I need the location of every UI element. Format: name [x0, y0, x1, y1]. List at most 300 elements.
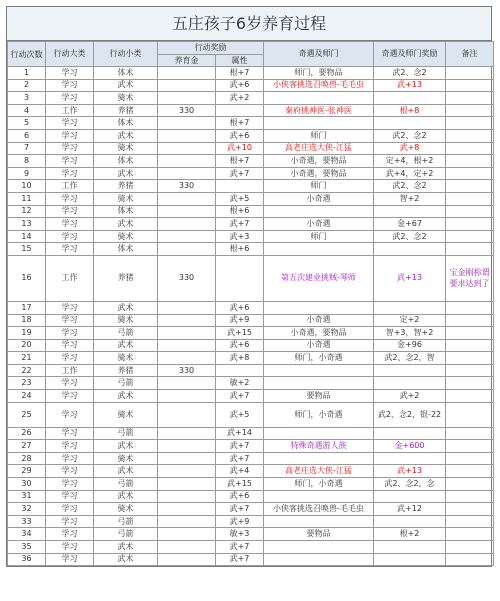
cell-attribute: 敏+2	[216, 377, 264, 390]
cell-gold	[158, 327, 216, 340]
cell-action-count: 29	[8, 465, 46, 478]
cell-attribute: 武+6	[216, 129, 264, 142]
cell-action-count: 35	[8, 541, 46, 554]
cell-gold	[158, 377, 216, 390]
cell-event: 师门，小奇遇	[264, 352, 374, 365]
cell-action-category: 学习	[46, 92, 94, 105]
table-row	[8, 129, 494, 142]
cell-action-category: 学习	[46, 553, 94, 566]
cell-action-subcategory: 骑术	[94, 402, 158, 427]
cell-gold	[158, 515, 216, 528]
table-row	[8, 218, 494, 231]
cell-attribute: 根+7	[216, 155, 264, 168]
table-row	[8, 377, 494, 390]
cell-action-count: 27	[8, 440, 46, 453]
cell-event	[264, 427, 374, 440]
cell-event-reward: 武+2	[374, 390, 446, 403]
cell-gold	[158, 129, 216, 142]
table-row	[8, 255, 494, 301]
cell-event: 特殊奇遇游人族	[264, 440, 374, 453]
cell-action-count: 15	[8, 243, 46, 256]
cell-action-count: 2	[8, 79, 46, 92]
table-row	[8, 478, 494, 491]
cell-note	[446, 192, 494, 205]
cell-action-category: 学习	[46, 352, 94, 365]
table-row	[8, 465, 494, 478]
cell-action-count: 10	[8, 180, 46, 193]
cell-event: 师门，要物品	[264, 67, 374, 80]
header-event-reward: 奇遇及师门奖励	[374, 42, 446, 67]
cell-note	[446, 390, 494, 403]
cell-action-category: 学习	[46, 541, 94, 554]
table-row	[8, 230, 494, 243]
cell-event: 小侠客挑选召唤兽-毛毛虫	[264, 503, 374, 516]
cell-event-reward: 根+8	[374, 104, 446, 117]
cell-event-reward: 武+8	[374, 142, 446, 155]
table-row	[8, 503, 494, 516]
header-event: 奇遇及师门	[264, 42, 374, 67]
cell-action-subcategory: 武术	[94, 339, 158, 352]
cell-action-subcategory: 武术	[94, 218, 158, 231]
header-gold: 养育金	[158, 55, 216, 67]
cell-event-reward	[374, 92, 446, 105]
cell-action-subcategory: 武术	[94, 129, 158, 142]
cell-event-reward: 武+13	[374, 79, 446, 92]
cell-attribute: 武+5	[216, 192, 264, 205]
cell-action-category: 学习	[46, 67, 94, 80]
cell-attribute: 武+3	[216, 230, 264, 243]
cell-action-category: 工作	[46, 364, 94, 377]
cell-gold	[158, 192, 216, 205]
cell-attribute: 武+7	[216, 390, 264, 403]
cell-event: 师门，小奇遇	[264, 478, 374, 491]
cell-event: 师门	[264, 129, 374, 142]
cell-event-reward: 武+12	[374, 503, 446, 516]
table-row	[8, 243, 494, 256]
cell-gold	[158, 352, 216, 365]
cell-action-count: 8	[8, 155, 46, 168]
cell-attribute: 武+7	[216, 553, 264, 566]
table-row	[8, 104, 494, 117]
cell-event-reward: 智+2	[374, 192, 446, 205]
table-row	[8, 327, 494, 340]
cell-gold	[158, 205, 216, 218]
cell-gold	[158, 427, 216, 440]
cell-action-count: 22	[8, 364, 46, 377]
cell-event-reward	[374, 205, 446, 218]
cell-note	[446, 142, 494, 155]
cell-note	[446, 352, 494, 365]
cell-event	[264, 364, 374, 377]
cell-action-count: 14	[8, 230, 46, 243]
cell-action-subcategory: 骑术	[94, 314, 158, 327]
table-row	[8, 364, 494, 377]
cell-action-subcategory: 武术	[94, 167, 158, 180]
cell-action-subcategory: 弓箭	[94, 327, 158, 340]
header-action-category: 行动大类	[46, 42, 94, 67]
cell-gold	[158, 117, 216, 130]
cell-gold	[158, 440, 216, 453]
cell-action-category: 学习	[46, 167, 94, 180]
cell-event-reward	[374, 427, 446, 440]
cell-event	[264, 377, 374, 390]
cell-note: 宝金刚称谓要求达到了	[446, 255, 494, 301]
cell-action-count: 21	[8, 352, 46, 365]
cell-note	[446, 314, 494, 327]
cell-attribute: 武+6	[216, 301, 264, 314]
cell-action-category: 学习	[46, 192, 94, 205]
cell-action-category: 学习	[46, 452, 94, 465]
table-row	[8, 155, 494, 168]
cell-note	[446, 553, 494, 566]
growth-table	[7, 41, 494, 566]
table-row	[8, 352, 494, 365]
table-row	[8, 490, 494, 503]
cell-note	[446, 327, 494, 340]
cell-action-subcategory: 体术	[94, 67, 158, 80]
cell-attribute: 武+7	[216, 452, 264, 465]
cell-event	[264, 553, 374, 566]
cell-gold	[158, 452, 216, 465]
cell-action-count: 16	[8, 255, 46, 301]
cell-event-reward	[374, 541, 446, 554]
cell-action-category: 工作	[46, 255, 94, 301]
cell-action-count: 7	[8, 142, 46, 155]
cell-action-category: 学习	[46, 117, 94, 130]
cell-action-subcategory: 弓箭	[94, 427, 158, 440]
cell-event	[264, 301, 374, 314]
header-note: 备注	[446, 42, 494, 67]
cell-gold	[158, 243, 216, 256]
cell-attribute: 武+9	[216, 515, 264, 528]
cell-event-reward: 武+13	[374, 465, 446, 478]
cell-gold	[158, 301, 216, 314]
cell-note	[446, 167, 494, 180]
cell-action-subcategory: 养猪	[94, 255, 158, 301]
cell-action-count: 28	[8, 452, 46, 465]
cell-note	[446, 230, 494, 243]
cell-action-count: 3	[8, 92, 46, 105]
cell-event-reward: 武2、念2	[374, 230, 446, 243]
cell-action-category: 工作	[46, 104, 94, 117]
table-row	[8, 205, 494, 218]
cell-action-count: 20	[8, 339, 46, 352]
table-row	[8, 402, 494, 427]
cell-attribute: 武+2	[216, 92, 264, 105]
cell-attribute	[216, 255, 264, 301]
cell-action-subcategory: 武术	[94, 541, 158, 554]
cell-gold	[158, 478, 216, 491]
cell-action-category: 学习	[46, 377, 94, 390]
cell-event-reward: 武2、念2	[374, 67, 446, 80]
cell-action-subcategory: 武术	[94, 553, 158, 566]
cell-action-category: 学习	[46, 155, 94, 168]
cell-action-subcategory: 弓箭	[94, 478, 158, 491]
table-row	[8, 117, 494, 130]
cell-event: 高老庄选大侠-江猛	[264, 142, 374, 155]
table-row	[8, 339, 494, 352]
cell-action-category: 工作	[46, 180, 94, 193]
cell-event-reward: 武2、念2，智	[374, 352, 446, 365]
cell-action-subcategory: 骑术	[94, 142, 158, 155]
cell-attribute: 武+7	[216, 503, 264, 516]
cell-action-category: 学习	[46, 465, 94, 478]
cell-event-reward: 武2、念2	[374, 129, 446, 142]
cell-event: 小奇遇	[264, 218, 374, 231]
cell-action-count: 11	[8, 192, 46, 205]
cell-action-count: 13	[8, 218, 46, 231]
cell-action-category: 学习	[46, 142, 94, 155]
cell-action-subcategory: 养猪	[94, 104, 158, 117]
cell-note	[446, 541, 494, 554]
cell-note	[446, 205, 494, 218]
cell-attribute: 根+7	[216, 117, 264, 130]
cell-event-reward: 根+2	[374, 528, 446, 541]
cell-action-count: 6	[8, 129, 46, 142]
cell-gold: 330	[158, 180, 216, 193]
cell-action-category: 学习	[46, 301, 94, 314]
cell-note	[446, 155, 494, 168]
cell-attribute: 武+7	[216, 218, 264, 231]
table-row	[8, 180, 494, 193]
table-row	[8, 192, 494, 205]
table-row	[8, 440, 494, 453]
cell-attribute: 武+6	[216, 339, 264, 352]
cell-action-category: 学习	[46, 218, 94, 231]
cell-gold	[158, 167, 216, 180]
cell-action-subcategory: 骑术	[94, 92, 158, 105]
table-row	[8, 67, 494, 80]
table-row	[8, 314, 494, 327]
cell-action-category: 学习	[46, 390, 94, 403]
cell-event	[264, 452, 374, 465]
cell-action-count: 19	[8, 327, 46, 340]
cell-event	[264, 490, 374, 503]
cell-action-count: 30	[8, 478, 46, 491]
cell-action-subcategory: 养猪	[94, 180, 158, 193]
cell-note	[446, 377, 494, 390]
cell-event-reward: 武2、念2，念	[374, 478, 446, 491]
cell-event-reward: 金+600	[374, 440, 446, 453]
table-row	[8, 541, 494, 554]
cell-event-reward: 金+96	[374, 339, 446, 352]
cell-event: 高老庄选大侠-江猛	[264, 465, 374, 478]
cell-gold: 330	[158, 364, 216, 377]
table-row	[8, 452, 494, 465]
cell-gold	[158, 79, 216, 92]
cell-action-count: 17	[8, 301, 46, 314]
cell-attribute: 武+8	[216, 352, 264, 365]
cell-action-category: 学习	[46, 243, 94, 256]
cell-action-subcategory: 体术	[94, 117, 158, 130]
cell-note	[446, 402, 494, 427]
table-row	[8, 553, 494, 566]
cell-event: 第五次建业挑贼-琴师	[264, 255, 374, 301]
cell-note	[446, 104, 494, 117]
cell-event	[264, 92, 374, 105]
cell-gold	[158, 390, 216, 403]
table-row	[8, 301, 494, 314]
table-row	[8, 142, 494, 155]
cell-note	[446, 92, 494, 105]
cell-event-reward: 金+67	[374, 218, 446, 231]
cell-gold	[158, 553, 216, 566]
cell-action-subcategory: 弓箭	[94, 377, 158, 390]
cell-attribute: 武+7	[216, 167, 264, 180]
cell-action-category: 学习	[46, 503, 94, 516]
cell-event-reward: 武+13	[374, 255, 446, 301]
cell-event	[264, 541, 374, 554]
cell-attribute: 武+9	[216, 314, 264, 327]
cell-note	[446, 218, 494, 231]
cell-gold	[158, 155, 216, 168]
cell-event-reward	[374, 364, 446, 377]
cell-action-count: 31	[8, 490, 46, 503]
table-row	[8, 167, 494, 180]
cell-attribute	[216, 104, 264, 117]
cell-note	[446, 478, 494, 491]
cell-gold	[158, 339, 216, 352]
cell-note	[446, 528, 494, 541]
header-action-count: 行动次数	[8, 42, 46, 67]
cell-action-category: 学习	[46, 314, 94, 327]
cell-event	[264, 205, 374, 218]
cell-attribute: 敏+3	[216, 528, 264, 541]
cell-attribute: 武+6	[216, 490, 264, 503]
cell-attribute: 武+7	[216, 541, 264, 554]
cell-event-reward	[374, 515, 446, 528]
cell-event: 师门	[264, 180, 374, 193]
cell-action-subcategory: 骑术	[94, 503, 158, 516]
cell-attribute: 武+14	[216, 427, 264, 440]
table-row	[8, 390, 494, 403]
cell-action-category: 学习	[46, 478, 94, 491]
cell-action-count: 1	[8, 67, 46, 80]
cell-gold	[158, 230, 216, 243]
cell-attribute: 武+5	[216, 402, 264, 427]
cell-note	[446, 364, 494, 377]
cell-gold	[158, 541, 216, 554]
cell-action-category: 学习	[46, 79, 94, 92]
cell-event: 要物品	[264, 390, 374, 403]
cell-attribute: 根+7	[216, 67, 264, 80]
cell-note	[446, 180, 494, 193]
cell-attribute: 根+6	[216, 243, 264, 256]
cell-note	[446, 243, 494, 256]
cell-attribute: 根+6	[216, 205, 264, 218]
table-row	[8, 79, 494, 92]
cell-attribute: 武+6	[216, 79, 264, 92]
cell-event: 要物品	[264, 528, 374, 541]
cell-action-count: 5	[8, 117, 46, 130]
cell-gold	[158, 528, 216, 541]
cell-note	[446, 117, 494, 130]
cell-attribute: 武+15	[216, 327, 264, 340]
cell-action-subcategory: 武术	[94, 440, 158, 453]
cell-event: 小奇遇	[264, 314, 374, 327]
cell-attribute: 武+4	[216, 465, 264, 478]
cell-action-subcategory: 骑术	[94, 192, 158, 205]
cell-event	[264, 243, 374, 256]
cell-action-category: 学习	[46, 515, 94, 528]
cell-note	[446, 301, 494, 314]
cell-action-count: 23	[8, 377, 46, 390]
cell-event-reward: 定+2	[374, 314, 446, 327]
cell-event-reward	[374, 301, 446, 314]
cell-note	[446, 465, 494, 478]
cell-action-count: 4	[8, 104, 46, 117]
cell-action-count: 36	[8, 553, 46, 566]
cell-action-subcategory: 武术	[94, 390, 158, 403]
cell-event: 小侠客挑选召唤兽-毛毛虫	[264, 79, 374, 92]
cell-event: 小奇遇	[264, 339, 374, 352]
cell-event: 小奇遇，要物品	[264, 155, 374, 168]
cell-event: 秦府挑神医-张神医	[264, 104, 374, 117]
cell-action-count: 25	[8, 402, 46, 427]
cell-gold	[158, 314, 216, 327]
cell-action-count: 12	[8, 205, 46, 218]
cell-event-reward: 武+4，定+2	[374, 167, 446, 180]
table-row	[8, 427, 494, 440]
cell-action-category: 学习	[46, 440, 94, 453]
cell-attribute: 武+10	[216, 142, 264, 155]
cell-event-reward: 定+4，根+2	[374, 155, 446, 168]
cell-gold	[158, 92, 216, 105]
cell-action-subcategory: 体术	[94, 155, 158, 168]
cell-action-count: 18	[8, 314, 46, 327]
header-action-reward: 行动奖励	[158, 42, 264, 55]
cell-gold	[158, 465, 216, 478]
sheet-title: 五庄孩子6岁养育过程	[7, 7, 491, 41]
cell-action-subcategory: 武术	[94, 301, 158, 314]
cell-action-subcategory: 骑术	[94, 230, 158, 243]
cell-action-category: 学习	[46, 327, 94, 340]
cell-action-subcategory: 骑术	[94, 452, 158, 465]
table-row	[8, 92, 494, 105]
cell-action-count: 24	[8, 390, 46, 403]
cell-event: 小奇遇，要物品	[264, 327, 374, 340]
cell-action-subcategory: 弓箭	[94, 515, 158, 528]
cell-event-reward	[374, 377, 446, 390]
cell-event-reward: 智+3，智+2	[374, 327, 446, 340]
cell-event-reward: 武2、念2，银-22	[374, 402, 446, 427]
cell-action-category: 学习	[46, 427, 94, 440]
cell-attribute: 武+7	[216, 440, 264, 453]
cell-note	[446, 490, 494, 503]
cell-note	[446, 339, 494, 352]
table-row	[8, 515, 494, 528]
spreadsheet	[6, 6, 492, 567]
cell-action-category: 学习	[46, 205, 94, 218]
cell-note	[446, 129, 494, 142]
cell-event: 小奇遇，要物品	[264, 167, 374, 180]
cell-event-reward	[374, 452, 446, 465]
cell-gold	[158, 218, 216, 231]
cell-gold	[158, 142, 216, 155]
cell-gold: 330	[158, 255, 216, 301]
cell-action-subcategory: 体术	[94, 205, 158, 218]
cell-action-subcategory: 武术	[94, 490, 158, 503]
cell-action-count: 33	[8, 515, 46, 528]
cell-action-category: 学习	[46, 528, 94, 541]
cell-action-count: 9	[8, 167, 46, 180]
cell-action-subcategory: 体术	[94, 243, 158, 256]
cell-action-count: 26	[8, 427, 46, 440]
cell-event-reward	[374, 117, 446, 130]
cell-action-subcategory: 骑术	[94, 352, 158, 365]
cell-attribute	[216, 180, 264, 193]
table-row	[8, 528, 494, 541]
